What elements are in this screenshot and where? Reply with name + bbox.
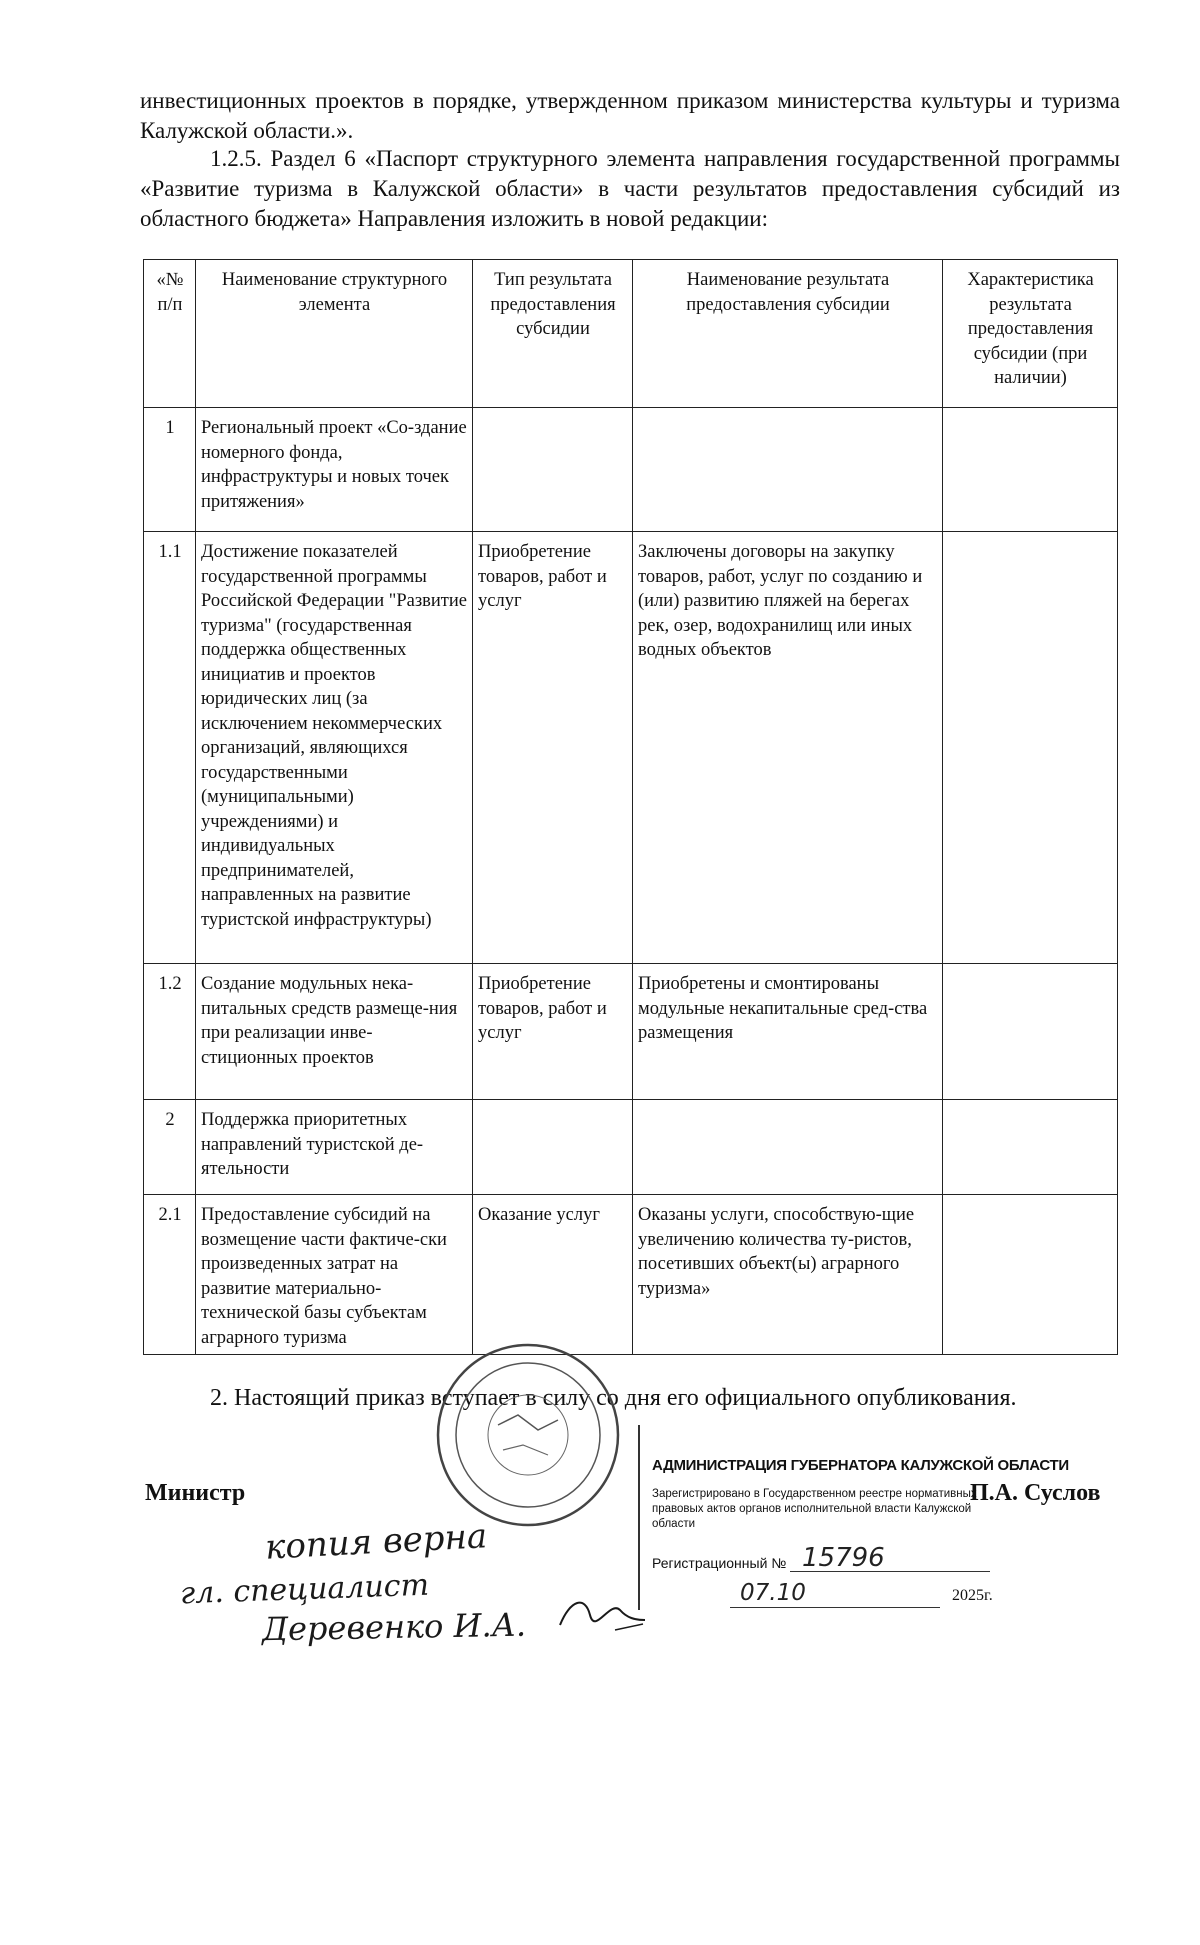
cell-num: 2 bbox=[144, 1100, 196, 1195]
cell-result: Заключены договоры на закупку товаров, работ, услуг по созданию и (или) развитию пляжей на берегах рек, озер, водохранилищ или иных водных объектов bbox=[633, 532, 943, 964]
cell-name: Поддержка приоритетных направлений туристской де-ятельности bbox=[196, 1100, 473, 1195]
cell-num: 1.2 bbox=[144, 964, 196, 1100]
cell-char bbox=[943, 408, 1118, 532]
table-row bbox=[144, 964, 1118, 1100]
intro-paragraph-1: инвестиционных проектов в порядке, утвержденном приказом министерства культуры и туризма Калужской области.». bbox=[140, 88, 1120, 143]
cell-char bbox=[943, 1100, 1118, 1195]
signature-scribble-icon bbox=[555, 1590, 650, 1640]
registration-text: Зарегистрировано в Государственном реестре нормативных правовых актов органов исполнительной власти Калужской области bbox=[652, 1488, 977, 1530]
header-element-name: Наименование структурного элемента bbox=[196, 260, 473, 408]
cell-char bbox=[943, 964, 1118, 1100]
cell-name: Достижение показателей государственной программы Российской Федерации "Развитие туризма" (государственная поддержка общественных инициатив и проектов юридических лиц (за исключением некоммерческих организаций, являющихся государственными (муниципальными) учреждениями) и индивидуальных предпринимателей, направленных на развитие туристской инфраструктуры) bbox=[196, 532, 473, 964]
effective-date-clause: 2. Настоящий приказ вступает в силу со дня его официального опубликования. bbox=[210, 1385, 1017, 1411]
header-result-type: Тип результата предоставления субсидии bbox=[473, 260, 633, 408]
header-result-name: Наименование результата предоставления субсидии bbox=[633, 260, 943, 408]
table-row bbox=[144, 1195, 1118, 1355]
cell-num: 1 bbox=[144, 408, 196, 532]
registration-date-line bbox=[730, 1607, 940, 1608]
handwritten-copy-note: копия верна bbox=[264, 1516, 489, 1568]
cell-char bbox=[943, 532, 1118, 964]
header-result-char: Характеристика результата предоставления субсидии (при наличии) bbox=[943, 260, 1118, 408]
table-row bbox=[144, 408, 1118, 532]
cell-name: Создание модульных нека-питальных средств размеще-ния при реализации инве-стиционных проектов bbox=[196, 964, 473, 1100]
registration-year: 2025г. bbox=[952, 1587, 993, 1604]
header-num: «№ п/п bbox=[144, 260, 196, 408]
cell-type: Приобретение товаров, работ и услуг bbox=[473, 532, 633, 964]
intro-paragraph-2: 1.2.5. Раздел 6 «Паспорт структурного элемента направления государственной программы «Развитие туризма в Калужской области» в части результатов предоставления субсидий из областного бюджета» Направления изложить в новой редакции: bbox=[140, 146, 1120, 231]
cell-num: 2.1 bbox=[144, 1195, 196, 1355]
handwritten-position: гл. специалист bbox=[179, 1567, 430, 1612]
cell-type bbox=[473, 408, 633, 532]
cell-result: Приобретены и смонтированы модульные некапитальные сред-ства размещения bbox=[633, 964, 943, 1100]
table-row bbox=[144, 1100, 1118, 1195]
table-row bbox=[144, 532, 1118, 964]
cell-result bbox=[633, 1100, 943, 1195]
registration-number-label: Регистрационный № bbox=[652, 1555, 787, 1571]
cell-name: Региональный проект «Со-здание номерного фонда, инфраструктуры и новых точек притяжения» bbox=[196, 408, 473, 532]
cell-char bbox=[943, 1195, 1118, 1355]
table-header-row bbox=[144, 260, 1118, 408]
registration-number: 15796 bbox=[802, 1543, 885, 1573]
cell-type bbox=[473, 1100, 633, 1195]
minister-name: П.А. Суслов bbox=[970, 1480, 1101, 1506]
cell-type: Оказание услуг bbox=[473, 1195, 633, 1355]
cell-name: Предоставление субсидий на возмещение части фактиче-ски произведенных затрат на развитие материально-технической базы субъектам аграрного туризма bbox=[196, 1195, 473, 1355]
cell-result bbox=[633, 408, 943, 532]
cell-result: Оказаны услуги, способствую-щие увеличению количества ту-ристов, посетивших объект(ы) аграрного туризма» bbox=[633, 1195, 943, 1355]
registration-date: 07.10 bbox=[740, 1580, 806, 1606]
registration-authority: АДМИНИСТРАЦИЯ ГУБЕРНАТОРА КАЛУЖСКОЙ ОБЛАСТИ bbox=[652, 1457, 1069, 1474]
cell-num: 1.1 bbox=[144, 532, 196, 964]
registration-number-line bbox=[790, 1571, 990, 1572]
results-table bbox=[143, 259, 1118, 1355]
cell-type: Приобретение товаров, работ и услуг bbox=[473, 964, 633, 1100]
handwritten-name: Деревенко И.А. bbox=[261, 1605, 527, 1649]
official-seal-icon bbox=[428, 1335, 628, 1535]
minister-title: Министр bbox=[145, 1480, 246, 1506]
